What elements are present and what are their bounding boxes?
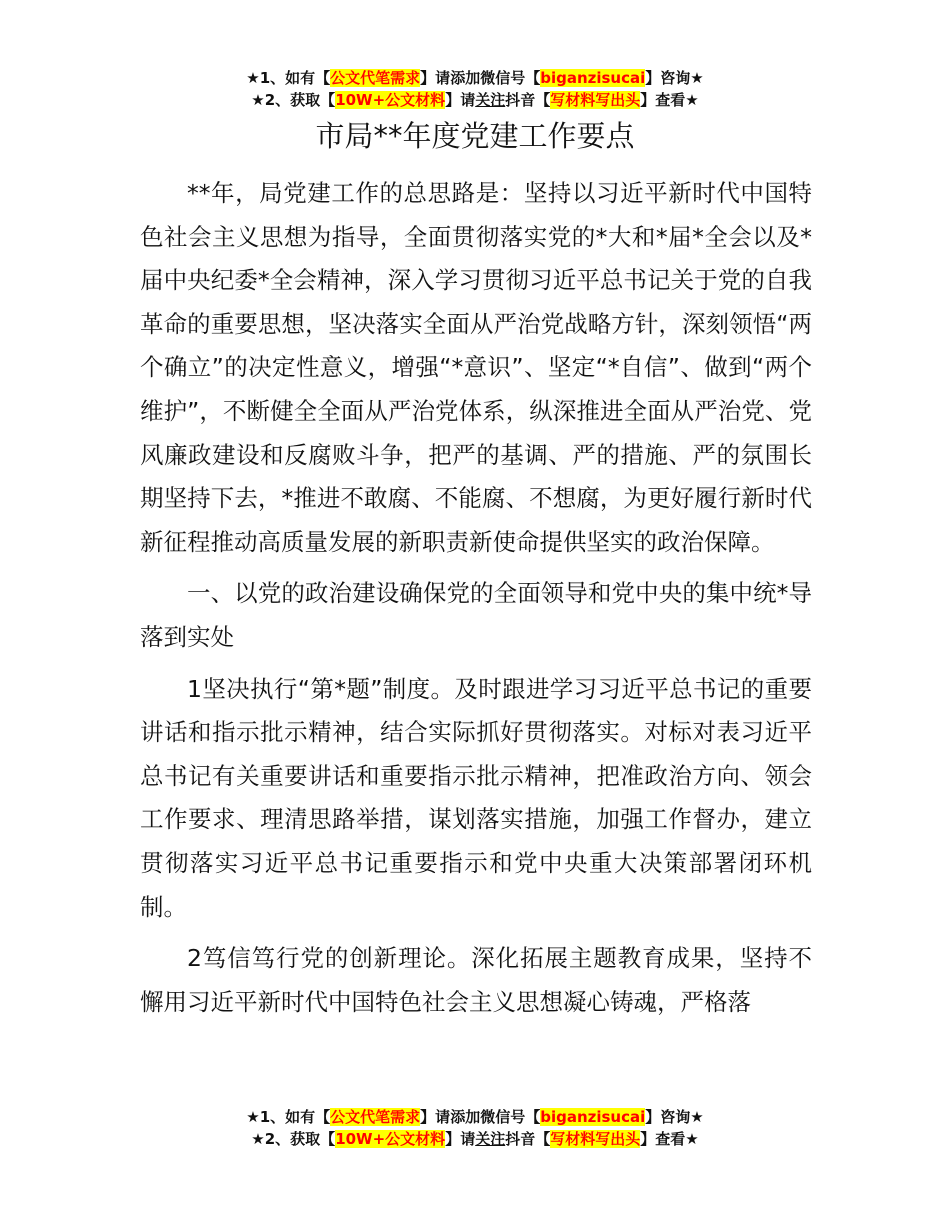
promo-douyin-id: 写材料写出头 [550,91,641,109]
document-title: 市局**年度党建工作要点 [315,119,635,153]
promo-douyin-id: 写材料写出头 [550,1130,641,1148]
paragraph-item-2: 2笃信笃行党的创新理论。深化拓展主题教育成果，坚持不懈用习近平新时代中国特色社会主义思想凝心铸魂，严格落 [140,944,812,1016]
section-heading-1: 一、以党的政治建设确保党的全面领导和党中央的集中统*导落到实处 [140,579,812,651]
document-body [140,172,812,1032]
promo-line-2: ★2、获取【10W+公文材料】请关注抖音【写材料写出头】查看★ [251,1130,699,1148]
paragraph-item-1: 1坚决执行“第*题”制度。及时跟进学习习近平总书记的重要讲话和指示批示精神，结合实际抓好贯彻落实。对标对表习近平总书记有关重要讲话和重要指示批示精神，把准政治方向、领会工作要求、理清思路举措，谋划落实措施，加强工作督办，建立贯彻落实习近平总书记重要指示和党中央重大决策部署闭环机制。 [140,674,812,921]
top-promo-banner [0,67,950,111]
bottom-promo-banner [0,1106,950,1150]
promo-highlight: 公文代笔需求 [330,1108,421,1126]
promo-line-1: ★1、如有【公文代笔需求】请添加微信号【biganzisucai】咨询★ [246,1108,704,1126]
paragraph-intro: **年，局党建工作的总思路是：坚持以习近平新时代中国特色社会主义思想为指导，全面贯彻落实党的*大和*届*全会以及*届中央纪委*全会精神，深入学习贯彻习近平总书记关于党的自我革命的重要思想，坚决落实全面从严治党战略方针，深刻领悟“两个确立”的决定性意义，增强“*意识”、坚定“*自信”、做到“两个维护”，不断健全全面从严治党体系，纵深推进全面从严治党、党风廉政建设和反腐败斗争，把严的基调、严的措施、严的氛围长期坚持下去，*推进不敢腐、不能腐、不想腐，为更好履行新时代新征程推动高质量发展的新职责新使命提供坚实的政治保障。 [140,179,812,556]
promo-line-2: ★2、获取【10W+公文材料】请关注抖音【写材料写出头】查看★ [251,91,699,109]
promo-wechat-id: biganzisucai [540,1108,646,1126]
promo-line-1: ★1、如有【公文代笔需求】请添加微信号【biganzisucai】咨询★ [246,69,704,87]
promo-highlight: 10W+公文材料 [335,91,446,109]
promo-wechat-id: biganzisucai [540,69,646,87]
promo-highlight: 公文代笔需求 [330,69,421,87]
promo-highlight: 10W+公文材料 [335,1130,446,1148]
